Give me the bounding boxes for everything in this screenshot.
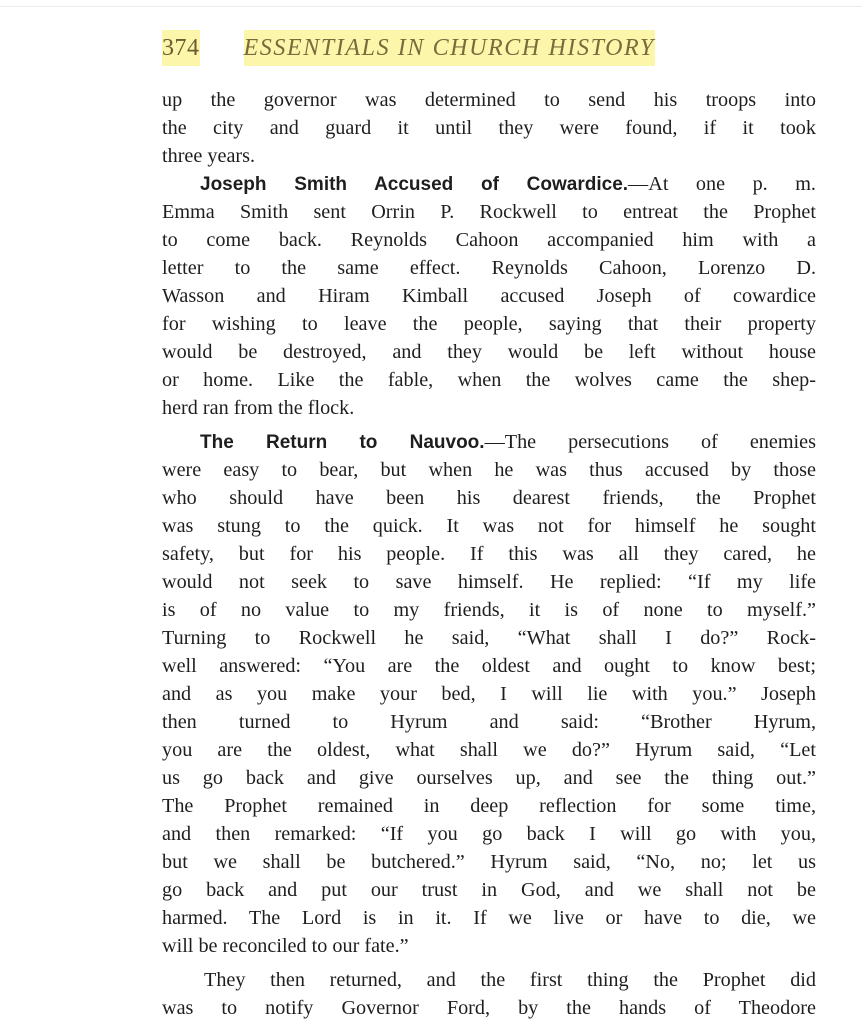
book-page	[162, 30, 816, 1022]
text-line: safety, but for his people. If this was all they cared, he	[162, 543, 816, 565]
text-line: well answered: “You are the oldest and ought to know best;	[162, 655, 816, 677]
text-line	[162, 170, 816, 198]
running-title: ESSENTIALS IN CHURCH HISTORY	[244, 30, 655, 66]
page-number: 374	[162, 30, 200, 66]
paragraph	[162, 966, 816, 1022]
text-line: go back and put our trust in God, and we shall not be	[162, 879, 816, 901]
text-line: Turning to Rockwell he said, “What shall I do?” Rock-	[162, 627, 816, 649]
text-line: to come back. Reynolds Cahoon accompanied him with a	[162, 229, 816, 251]
text-line: who should have been his dearest friends, the Prophet	[162, 487, 816, 509]
text-run: —At one p. m.	[628, 173, 816, 195]
text-line: the city and guard it until they were found, if it took	[162, 117, 816, 139]
paragraph	[162, 170, 816, 422]
section-heading: Joseph Smith Accused of Cowardice.	[200, 174, 629, 195]
text-line: letter to the same effect. Reynolds Cahoon, Lorenzo D.	[162, 257, 816, 279]
page-body	[162, 86, 816, 1022]
text-line: will be reconciled to our fate.”	[162, 935, 409, 957]
text-line: harmed. The Lord is in it. If we live or have to die, we	[162, 907, 816, 929]
paragraph	[162, 428, 816, 960]
text-line: were easy to bear, but when he was thus accused by those	[162, 459, 816, 481]
text-line: would not seek to save himself. He replied: “If my life	[162, 571, 816, 593]
text-line: Emma Smith sent Orrin P. Rockwell to entreat the Prophet	[162, 201, 816, 223]
paragraph	[162, 86, 816, 170]
text-line: They then returned, and the first thing the Prophet did	[204, 969, 816, 991]
text-line: for wishing to leave the people, saying that their property	[162, 313, 816, 335]
text-line: or home. Like the fable, when the wolves came the shep-	[162, 369, 816, 391]
text-line: Wasson and Hiram Kimball accused Joseph of cowardice	[162, 285, 816, 307]
section-heading: The Return to Nauvoo.	[200, 432, 485, 453]
text-line: us go back and give ourselves up, and see the thing out.”	[162, 767, 816, 789]
text-line: The Prophet remained in deep reflection for some time,	[162, 795, 816, 817]
text-line	[162, 428, 816, 456]
text-run: —The persecutions of enemies	[484, 431, 816, 453]
text-line: then turned to Hyrum and said: “Brother Hyrum,	[162, 711, 816, 733]
text-line: three years.	[162, 145, 256, 167]
text-line: and as you make your bed, I will lie with you.” Joseph	[162, 683, 816, 705]
text-line: is of no value to my friends, it is of none to myself.”	[162, 599, 816, 621]
text-line: would be destroyed, and they would be left without house	[162, 341, 816, 363]
text-line: up the governor was determined to send his troops into	[162, 89, 816, 111]
viewer-top-border	[0, 6, 862, 7]
text-line: and then remarked: “If you go back I will go with you,	[162, 823, 816, 845]
text-line: was stung to the quick. It was not for himself he sought	[162, 515, 816, 537]
text-line: but we shall be butchered.” Hyrum said, “No, no; let us	[162, 851, 816, 873]
text-line: was to notify Governor Ford, by the hands of Theodore	[162, 997, 816, 1019]
page-header	[162, 30, 816, 66]
text-line: herd ran from the flock.	[162, 397, 355, 419]
text-line: you are the oldest, what shall we do?” Hyrum said, “Let	[162, 739, 816, 761]
